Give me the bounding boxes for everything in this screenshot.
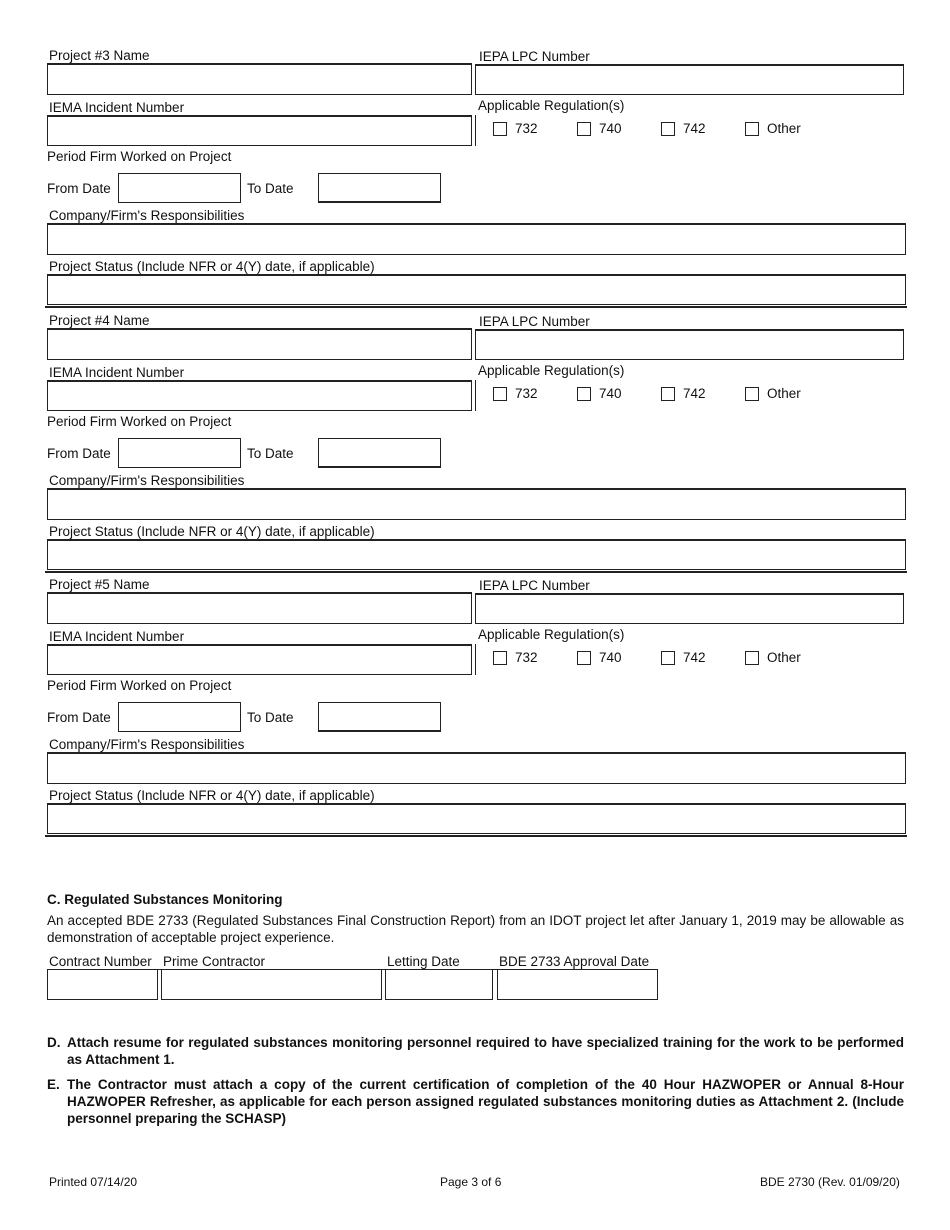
to-date-label: To Date <box>247 446 294 461</box>
section-c-text: An accepted BDE 2733 (Regulated Substances Final Construction Report) from an IDOT project let after January 1, 2019 may be allowable as demonstration of acceptable project experience. <box>47 913 904 945</box>
reg-732-label: 732 <box>515 121 538 136</box>
section-e-letter: E. <box>47 1077 60 1092</box>
col-letting-date: Letting Date <box>387 954 460 969</box>
iepa-lpc-input[interactable] <box>475 594 904 624</box>
responsibilities-input[interactable] <box>47 489 906 520</box>
iepa-lpc-label: IEPA LPC Number <box>479 49 590 64</box>
section-d-letter: D. <box>47 1035 61 1050</box>
from-date-input[interactable] <box>118 173 241 203</box>
approval-date-input[interactable] <box>497 969 658 1000</box>
reg-740-checkbox[interactable] <box>577 651 591 665</box>
project-block-5 <box>0 569 950 834</box>
from-date-input[interactable] <box>118 702 241 732</box>
footer-printed: Printed 07/14/20 <box>49 1175 138 1189</box>
responsibilities-input[interactable] <box>47 753 906 784</box>
project-name-input[interactable] <box>47 593 472 624</box>
section-d-text: Attach resume for regulated substances monitoring personnel required to have specialized training for the work to be performed as Attachment 1. <box>67 1035 904 1067</box>
to-date-input[interactable] <box>318 438 441 468</box>
status-label: Project Status (Include NFR or 4(Y) date, if applicable) <box>49 259 375 274</box>
reg-732-checkbox[interactable] <box>493 122 507 136</box>
col-approval-date: BDE 2733 Approval Date <box>499 954 650 969</box>
period-label: Period Firm Worked on Project <box>47 678 232 693</box>
from-date-input[interactable] <box>118 438 241 468</box>
reg-732-checkbox[interactable] <box>493 387 507 401</box>
section-c-title: C. Regulated Substances Monitoring <box>47 892 283 907</box>
reg-742-label: 742 <box>683 650 706 665</box>
status-label: Project Status (Include NFR or 4(Y) date, if applicable) <box>49 788 375 803</box>
from-date-label: From Date <box>47 181 111 196</box>
section-e <box>47 1076 904 1127</box>
iema-incident-label: IEMA Incident Number <box>49 365 185 380</box>
to-date-label: To Date <box>247 181 294 196</box>
reg-742-label: 742 <box>683 121 706 136</box>
reg-other-label: Other <box>767 121 801 136</box>
section-d <box>47 1034 904 1068</box>
iepa-lpc-label: IEPA LPC Number <box>479 578 590 593</box>
responsibilities-label: Company/Firm's Responsibilities <box>49 208 245 223</box>
section-e-text: The Contractor must attach a copy of the current certification of completion of the 40 Hour HAZWOPER or Annual 8-Hour HAZWOPER Refresher, as applicable for each person assigned regulated substances monitoring duties as Attachment 2. (Include personnel preparing the SCHASP) <box>67 1077 904 1126</box>
status-label: Project Status (Include NFR or 4(Y) date, if applicable) <box>49 524 375 539</box>
status-input[interactable] <box>47 275 906 305</box>
reg-740-label: 740 <box>599 650 622 665</box>
iepa-lpc-input[interactable] <box>475 65 904 95</box>
footer-form-id: BDE 2730 (Rev. 01/09/20) <box>760 1175 900 1189</box>
reg-732-label: 732 <box>515 650 538 665</box>
regulations-label: Applicable Regulation(s) <box>478 627 625 642</box>
period-label: Period Firm Worked on Project <box>47 149 232 164</box>
project-name-input[interactable] <box>47 64 472 95</box>
iepa-lpc-input[interactable] <box>475 330 904 360</box>
project-block-3 <box>0 40 950 305</box>
reg-742-checkbox[interactable] <box>661 387 675 401</box>
reg-other-label: Other <box>767 386 801 401</box>
status-input[interactable] <box>47 804 906 834</box>
col-contract-number: Contract Number <box>49 954 152 969</box>
project-name-label: Project #3 Name <box>49 48 150 63</box>
footer-page: Page 3 of 6 <box>440 1175 502 1189</box>
reg-740-label: 740 <box>599 386 622 401</box>
to-date-input[interactable] <box>318 173 441 203</box>
iema-incident-input[interactable] <box>47 381 472 411</box>
prime-contractor-input[interactable] <box>161 969 382 1000</box>
to-date-label: To Date <box>247 710 294 725</box>
regulations-label: Applicable Regulation(s) <box>478 363 625 378</box>
reg-742-label: 742 <box>683 386 706 401</box>
to-date-input[interactable] <box>318 702 441 732</box>
reg-732-checkbox[interactable] <box>493 651 507 665</box>
project-name-label: Project #4 Name <box>49 313 150 328</box>
status-input[interactable] <box>47 540 906 570</box>
reg-740-checkbox[interactable] <box>577 122 591 136</box>
reg-other-checkbox[interactable] <box>745 651 759 665</box>
iema-incident-input[interactable] <box>47 116 472 146</box>
reg-732-label: 732 <box>515 386 538 401</box>
reg-740-checkbox[interactable] <box>577 387 591 401</box>
iepa-lpc-label: IEPA LPC Number <box>479 314 590 329</box>
from-date-label: From Date <box>47 446 111 461</box>
responsibilities-label: Company/Firm's Responsibilities <box>49 737 245 752</box>
iema-incident-label: IEMA Incident Number <box>49 100 185 115</box>
reg-742-checkbox[interactable] <box>661 122 675 136</box>
project-name-input[interactable] <box>47 329 472 360</box>
regulations-label: Applicable Regulation(s) <box>478 98 625 113</box>
contract-number-input[interactable] <box>47 969 158 1000</box>
col-prime-contractor: Prime Contractor <box>163 954 266 969</box>
responsibilities-input[interactable] <box>47 224 906 255</box>
responsibilities-label: Company/Firm's Responsibilities <box>49 473 245 488</box>
reg-other-checkbox[interactable] <box>745 387 759 401</box>
from-date-label: From Date <box>47 710 111 725</box>
reg-742-checkbox[interactable] <box>661 651 675 665</box>
period-label: Period Firm Worked on Project <box>47 414 232 429</box>
iema-incident-label: IEMA Incident Number <box>49 629 185 644</box>
reg-740-label: 740 <box>599 121 622 136</box>
reg-other-checkbox[interactable] <box>745 122 759 136</box>
project-block-4 <box>0 305 950 570</box>
reg-other-label: Other <box>767 650 801 665</box>
project-name-label: Project #5 Name <box>49 577 150 592</box>
letting-date-input[interactable] <box>385 969 493 1000</box>
iema-incident-input[interactable] <box>47 645 472 675</box>
